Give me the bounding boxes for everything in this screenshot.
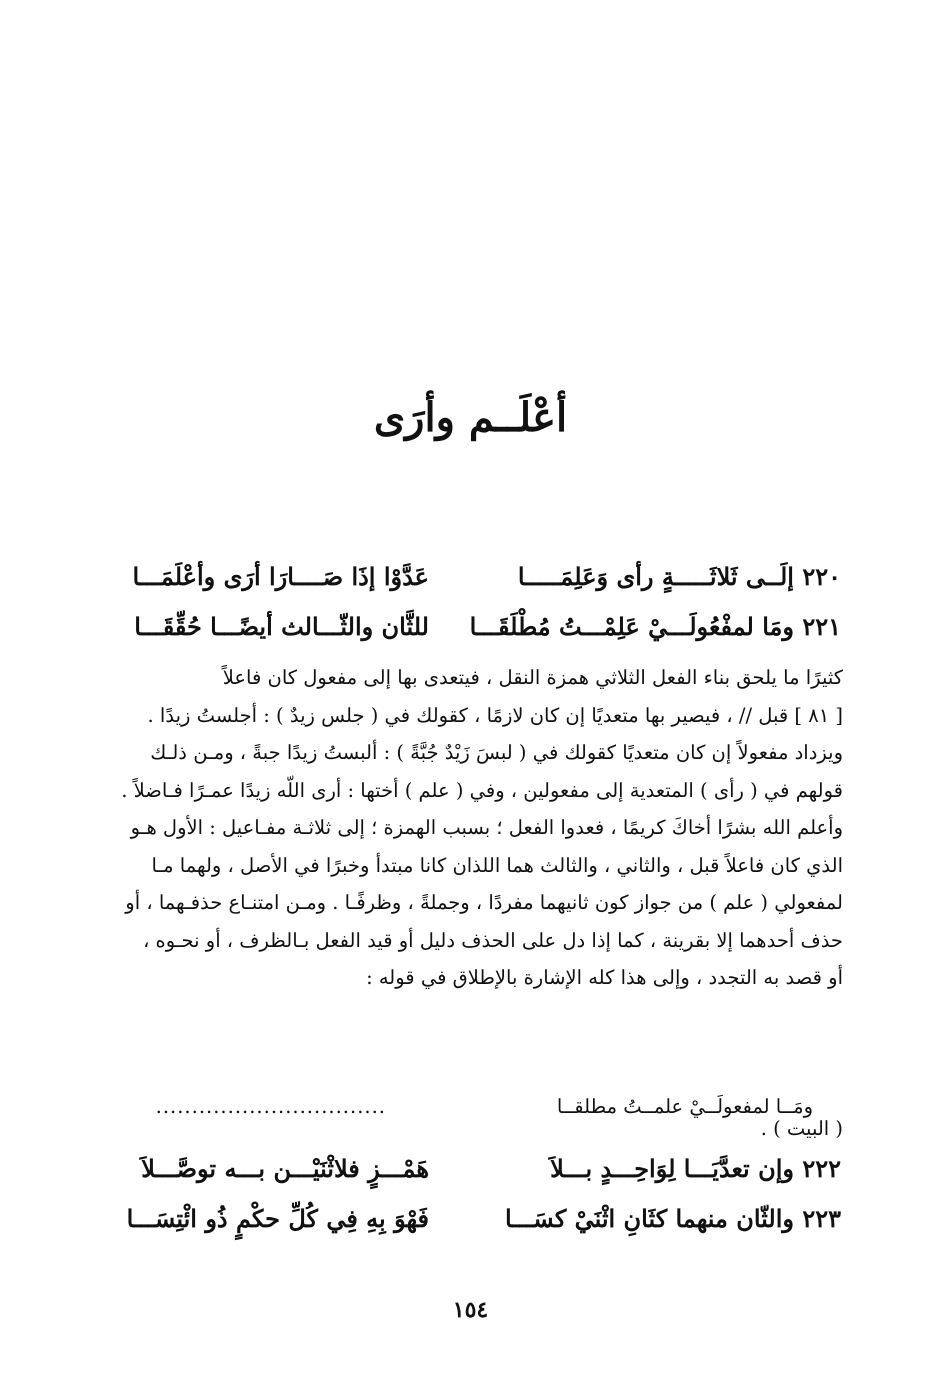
- commentary-line: [ ٨١ ] قبل // ، فيصير بها متعديًا إن كان لازمًا ، كقولك في ( جلس زيدٌ ) : أجلستُ زيدًا .: [147, 703, 843, 727]
- verse-second-hemistich: عَدَّوْا إذَا صَــــارَا أرَى وأعْلَمَـــا: [132, 562, 429, 591]
- commentary-line: كثيرًا ما يلحق بناء الفعل الثلاثي همزة النقل ، فيتعدى بها إلى مفعول كان فاعلاً: [222, 666, 843, 689]
- commentary-line: لمفعولي ( علم ) من جواز كون ثانيهما مفردًا ، وجملةً ، وظرفًـا . ومـن امتنـاع حذفـهما ، أو: [125, 891, 843, 914]
- verse-line: [130, 602, 841, 652]
- commentary-line: وأعلم الله بشرًا أخاكَ كريمًا ، فعدوا الفعل ؛ بسبب الهمزة ؛ إلى ثلاثـة مفـاعيل : الأول هـو: [130, 816, 843, 839]
- verse-group-top: [130, 552, 841, 652]
- verse-first-hemistich: ٢٢٠ إلَــى ثَلاثَـــــةٍ رأى وَعَلِمَـــــا: [517, 562, 841, 591]
- verse-group-bottom: [126, 1144, 841, 1244]
- quoted-verse-text: ومَــا لمفعولَــيْ علمــتُ مطلقــا: [556, 1095, 813, 1118]
- commentary-paragraph: [71, 659, 843, 997]
- page-number: ١٥٤: [452, 1297, 489, 1323]
- verse-second-hemistich: هَمْـــزٍ فلاثْنَيْـــن بـــه توصَّـــلاَ: [141, 1154, 429, 1183]
- commentary-line: قولهم في ( رأى ) المتعدية إلى مفعولين ، وفي ( علم ) أختها : أرى اللّه زيدًا عمـرًا فـاضلاً .: [121, 778, 843, 802]
- verse-second-hemistich: فَهْوَ بِهِ فِي كُلِّ حكْمٍ ذُو ائْتِسَـــا: [126, 1204, 429, 1233]
- verse-first-hemistich: ٢٢١ ومَا لمفْعُولَـــيْ عَلِمْـــتُ مُطْلَقَـــا: [469, 612, 841, 641]
- chapter-title: أعْلَــم وأرَى: [373, 394, 568, 441]
- verse-first-hemistich: ٢٢٢ وإن تعدَّيَـــا لِوَاحِـــدٍ بـــلاَ: [550, 1154, 841, 1183]
- commentary-line: الذي كان فاعلاً قبل ، والثاني ، والثالث هما اللذان كانا مبتدأ وخبرًا في الأصل ، ولهما مـا: [151, 853, 843, 877]
- verse-line: [130, 1144, 841, 1194]
- commentary-line: أو قصد به التجدد ، وإلى هذا كله الإشارة بالإطلاق في قوله :: [366, 966, 843, 989]
- verse-reference: ( البيت ) .: [760, 1117, 843, 1140]
- verse-line: [130, 552, 841, 602]
- commentary-line: ويزداد مفعولاً إن كان متعديًا كقولك في ( لبسَ زَيْدٌ جُبَّةً ) : ألبستُ زيدًا جبةً ، ومـن ذلـك: [150, 741, 843, 764]
- verse-second-hemistich: للثَّان والثّـــالث أيضًـــا حُقِّقَـــا: [134, 612, 429, 641]
- quoted-hemistich: [123, 1088, 813, 1126]
- verse-line: [126, 1194, 841, 1244]
- commentary-line: حذف أحدهما إلا بقرينة ، كما إذا دل على الحذف دليل أو قيد الفعل بـالظرف ، أو نحـوه ،: [143, 928, 843, 952]
- ellipsis-dots: ................................: [155, 1095, 386, 1118]
- verse-first-hemistich: ٢٢٣ والثّان منهما كثَانِ اثْنَيْ كسَـــا: [505, 1204, 841, 1233]
